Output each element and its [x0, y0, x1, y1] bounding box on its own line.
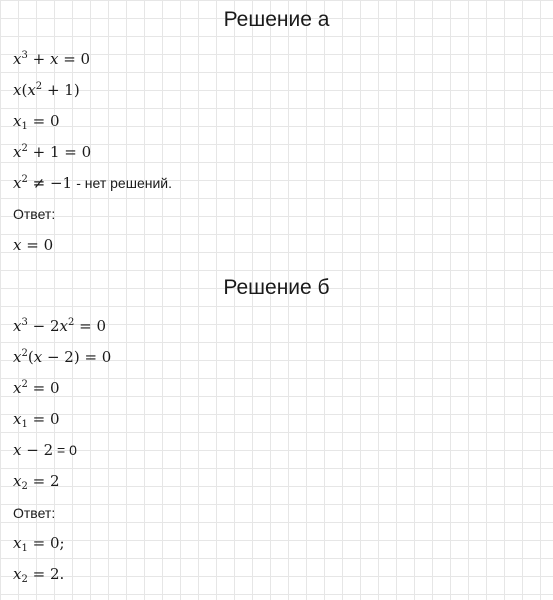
answer-equation: $x_1 = 0$;	[13, 534, 65, 554]
equation-line: $x^2 + 1 = 0$	[13, 143, 92, 161]
equation-line: $x^2(x - 2) = 0$	[13, 348, 112, 366]
equation-line: $x_1 = 0$	[13, 112, 60, 132]
no-solutions-text: - нет решений.	[76, 175, 172, 191]
equation-line: $x^2 = 0$	[13, 379, 60, 397]
equation-line: $x(x^2 + 1)$	[13, 81, 80, 99]
equation-line: $x_2 = 2$	[13, 472, 60, 492]
equation-line: $x^3 - 2x^2 = 0$	[13, 317, 106, 335]
equation-line: $x^2 \ne -1$ - нет решений.	[13, 174, 172, 192]
answer-label: Ответ:	[13, 505, 56, 521]
solution-a-heading: Решение а	[223, 8, 330, 31]
answer-label: Ответ:	[13, 206, 56, 222]
solution-b-heading: Решение б	[223, 276, 330, 299]
answer-equation: $x_2 = 2$.	[13, 565, 65, 585]
answer-equation: x = 0	[13, 236, 54, 254]
equation-line: x − 2 = 0	[13, 441, 77, 459]
equation-line: $x^3 + x = 0$	[13, 50, 91, 68]
equation-line: $x_1 = 0$	[13, 410, 60, 430]
